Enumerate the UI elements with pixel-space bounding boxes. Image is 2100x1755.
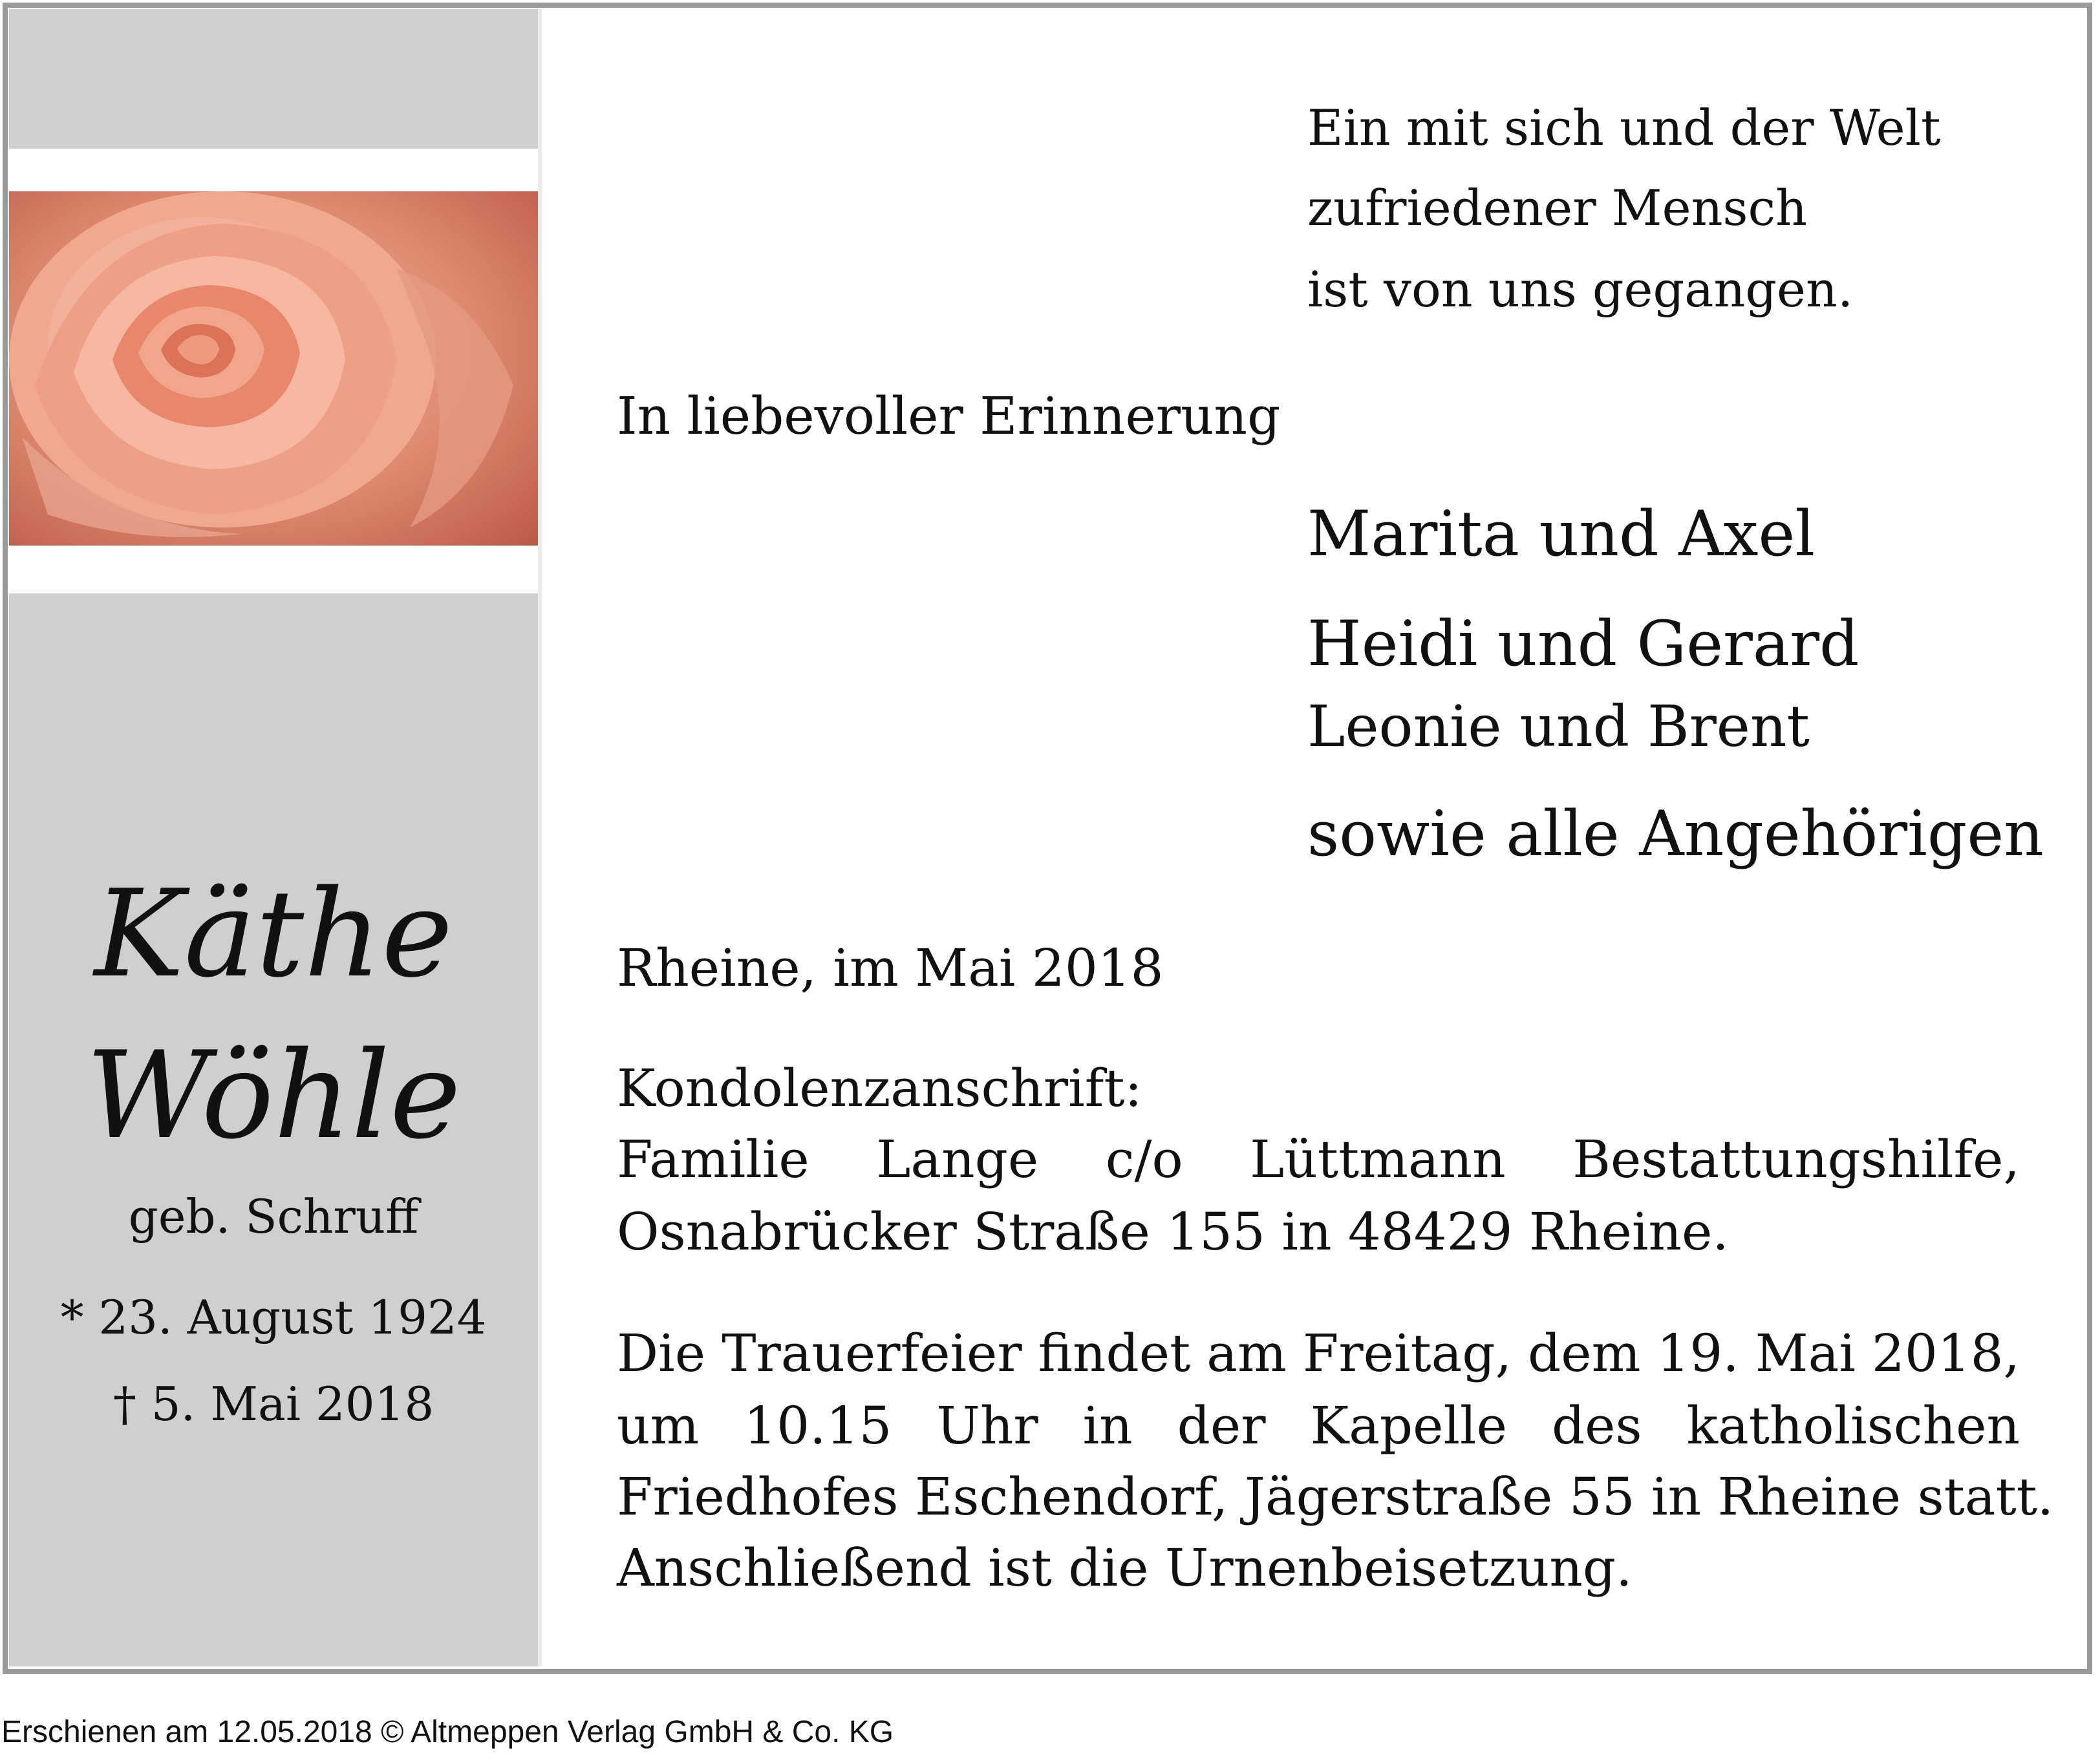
word: dem: [1528, 1323, 1641, 1383]
ceremony-line: [617, 1396, 2020, 1456]
death-date: † 5. Mai 2018: [112, 1377, 434, 1431]
birth-date: * 23. August 1924: [60, 1290, 487, 1345]
side-panel-top: [9, 9, 538, 149]
memory-line: In liebevoller Erinnerung: [617, 386, 1281, 446]
mourner-line: Heidi und Gerard: [1307, 608, 1859, 680]
word: am: [1206, 1323, 1287, 1383]
verse-line: zufriedener Mensch: [1307, 179, 1808, 237]
word: Die: [617, 1323, 706, 1383]
word: des: [1551, 1396, 1642, 1456]
word: Bestattungshilfe,: [1572, 1129, 2020, 1189]
word: Kapelle: [1310, 1396, 1507, 1456]
word: c/o: [1105, 1129, 1183, 1189]
condolence-label: Kondolenzanschrift:: [617, 1058, 1142, 1118]
condolence-address-line: Osnabrücker Straße 155 in 48429 Rheine.: [617, 1202, 1729, 1262]
side-panel-edge: [538, 9, 542, 1666]
ceremony-line: [617, 1323, 2020, 1383]
ceremony-line: Anschließend ist die Urnenbeisetzung.: [617, 1538, 1633, 1598]
word: 10.15: [744, 1396, 892, 1456]
place-date: Rheine, im Mai 2018: [617, 938, 1164, 998]
mourner-line: Leonie und Brent: [1307, 693, 1810, 760]
birth-name: geb. Schruff: [128, 1189, 419, 1244]
word: findet: [1038, 1323, 1191, 1383]
word: in: [1082, 1396, 1133, 1456]
verse-line: Ein mit sich und der Welt: [1307, 99, 1941, 156]
condolence-address-line: [617, 1129, 2020, 1189]
word: Lüttmann: [1250, 1129, 1506, 1189]
word: 19.: [1656, 1323, 1739, 1383]
word: Lange: [876, 1129, 1039, 1189]
mourner-line: sowie alle Angehörigen: [1307, 798, 2044, 870]
word: um: [617, 1396, 700, 1456]
publication-footer: Erschienen am 12.05.2018 © Altmeppen Verlag GmbH & Co. KG: [1, 1715, 894, 1749]
word: der: [1177, 1396, 1266, 1456]
word: Mai: [1755, 1323, 1856, 1383]
verse-line: ist von uns gegangen.: [1307, 261, 1854, 318]
word: Uhr: [936, 1396, 1038, 1456]
ceremony-line: Friedhofes Eschendorf, Jägerstraße 55 in Rheine statt.: [617, 1467, 2054, 1527]
word: Familie: [617, 1129, 809, 1189]
word: 2018,: [1871, 1323, 2020, 1383]
word: Trauerfeier: [722, 1323, 1022, 1383]
deceased-last-name: Wöhle: [86, 1025, 461, 1165]
word: katholischen: [1686, 1396, 2020, 1456]
mourner-line: Marita und Axel: [1307, 498, 1816, 570]
rose-image: [9, 191, 538, 546]
word: Freitag,: [1302, 1323, 1512, 1383]
deceased-first-name: Käthe: [94, 864, 453, 1004]
